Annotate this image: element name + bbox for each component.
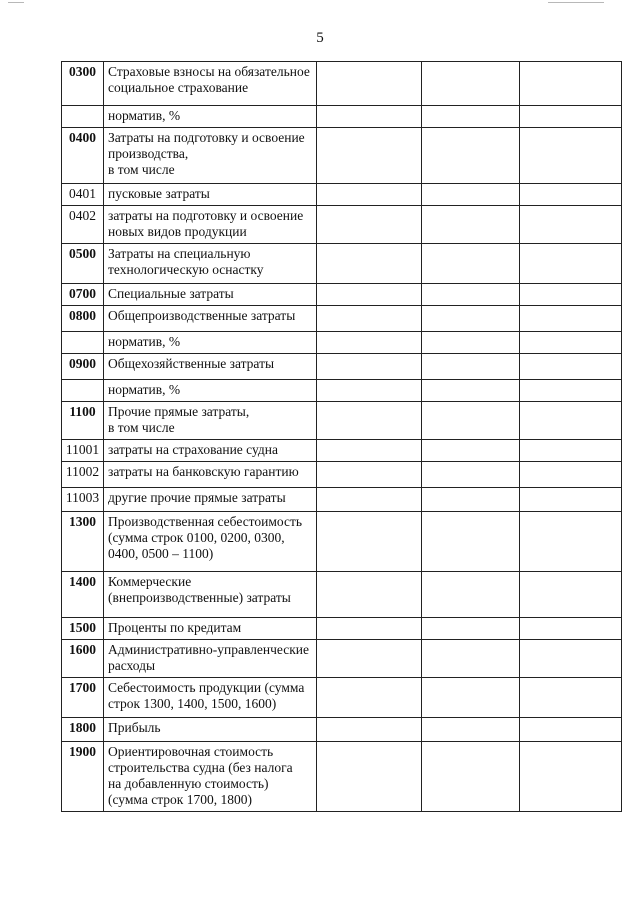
value-cell-3 — [520, 62, 622, 106]
row-code: 11003 — [62, 488, 104, 512]
cost-table-body — [62, 62, 622, 812]
row-code: 0402 — [62, 206, 104, 244]
row-name: Общепроизводственные затраты — [104, 306, 317, 332]
value-cell-2 — [422, 718, 520, 742]
value-cell-2 — [422, 440, 520, 462]
value-cell-1 — [317, 488, 422, 512]
value-cell-3 — [520, 106, 622, 128]
value-cell-1 — [317, 640, 422, 678]
value-cell-2 — [422, 380, 520, 402]
row-code: 1600 — [62, 640, 104, 678]
row-code: 1900 — [62, 742, 104, 812]
value-cell-2 — [422, 618, 520, 640]
row-code: 0500 — [62, 244, 104, 284]
row-code: 0900 — [62, 354, 104, 380]
row-code: 1100 — [62, 402, 104, 440]
value-cell-1 — [317, 718, 422, 742]
row-code: 1400 — [62, 572, 104, 618]
scan-artifact-right — [548, 2, 604, 3]
row-code: 11002 — [62, 462, 104, 488]
value-cell-1 — [317, 284, 422, 306]
row-name: другие прочие прямые затраты — [104, 488, 317, 512]
value-cell-1 — [317, 184, 422, 206]
value-cell-2 — [422, 184, 520, 206]
value-cell-3 — [520, 640, 622, 678]
value-cell-3 — [520, 742, 622, 812]
row-name: Страховые взносы на обязательное социальное страхование — [104, 62, 317, 106]
row-name: Административно-управленческие расходы — [104, 640, 317, 678]
row-code: 1800 — [62, 718, 104, 742]
row-code: 1700 — [62, 678, 104, 718]
value-cell-2 — [422, 106, 520, 128]
value-cell-1 — [317, 306, 422, 332]
row-code: 0401 — [62, 184, 104, 206]
value-cell-1 — [317, 462, 422, 488]
row-name: пусковые затраты — [104, 184, 317, 206]
value-cell-2 — [422, 128, 520, 184]
value-cell-2 — [422, 62, 520, 106]
value-cell-1 — [317, 62, 422, 106]
value-cell-1 — [317, 380, 422, 402]
value-cell-1 — [317, 332, 422, 354]
table-row — [62, 618, 622, 640]
row-code: 0300 — [62, 62, 104, 106]
row-code: 1500 — [62, 618, 104, 640]
row-code — [62, 106, 104, 128]
value-cell-3 — [520, 512, 622, 572]
table-row — [62, 62, 622, 106]
value-cell-3 — [520, 380, 622, 402]
value-cell-2 — [422, 678, 520, 718]
row-code: 1300 — [62, 512, 104, 572]
value-cell-3 — [520, 332, 622, 354]
value-cell-3 — [520, 488, 622, 512]
table-row — [62, 354, 622, 380]
row-name: затраты на банковскую гарантию — [104, 462, 317, 488]
row-name: Прочие прямые затраты, в том числе — [104, 402, 317, 440]
table-row — [62, 380, 622, 402]
value-cell-1 — [317, 742, 422, 812]
value-cell-3 — [520, 206, 622, 244]
row-name: Ориентировочная стоимость строительства судна (без налога на добавленную стоимость) (сумма строк 1700, 1800) — [104, 742, 317, 812]
value-cell-3 — [520, 244, 622, 284]
value-cell-2 — [422, 512, 520, 572]
scan-artifact-left — [8, 2, 24, 3]
row-name: норматив, % — [104, 332, 317, 354]
value-cell-2 — [422, 332, 520, 354]
row-name: Проценты по кредитам — [104, 618, 317, 640]
table-row — [62, 462, 622, 488]
row-name: затраты на подготовку и освоение новых видов продукции — [104, 206, 317, 244]
value-cell-3 — [520, 354, 622, 380]
value-cell-1 — [317, 678, 422, 718]
row-code: 0400 — [62, 128, 104, 184]
table-row — [62, 488, 622, 512]
value-cell-3 — [520, 402, 622, 440]
page-number: 5 — [316, 30, 324, 46]
cost-table — [61, 61, 622, 812]
table-row — [62, 512, 622, 572]
value-cell-1 — [317, 354, 422, 380]
value-cell-2 — [422, 284, 520, 306]
value-cell-2 — [422, 402, 520, 440]
row-name: Себестоимость продукции (сумма строк 1300, 1400, 1500, 1600) — [104, 678, 317, 718]
row-name: Прибыль — [104, 718, 317, 742]
value-cell-1 — [317, 206, 422, 244]
row-name: Затраты на специальную технологическую оснастку — [104, 244, 317, 284]
table-row — [62, 306, 622, 332]
table-row — [62, 640, 622, 678]
table-row — [62, 184, 622, 206]
row-name: Коммерческие (внепроизводственные) затраты — [104, 572, 317, 618]
row-name: Затраты на подготовку и освоение производства, в том числе — [104, 128, 317, 184]
row-code — [62, 332, 104, 354]
value-cell-3 — [520, 306, 622, 332]
value-cell-3 — [520, 284, 622, 306]
value-cell-1 — [317, 572, 422, 618]
table-row — [62, 572, 622, 618]
value-cell-3 — [520, 618, 622, 640]
table-row — [62, 244, 622, 284]
value-cell-3 — [520, 718, 622, 742]
row-name: Производственная себестоимость (сумма строк 0100, 0200, 0300, 0400, 0500 – 1100) — [104, 512, 317, 572]
value-cell-2 — [422, 462, 520, 488]
value-cell-2 — [422, 742, 520, 812]
value-cell-2 — [422, 244, 520, 284]
value-cell-2 — [422, 640, 520, 678]
table-row — [62, 284, 622, 306]
value-cell-1 — [317, 106, 422, 128]
value-cell-1 — [317, 440, 422, 462]
value-cell-2 — [422, 488, 520, 512]
value-cell-3 — [520, 678, 622, 718]
value-cell-2 — [422, 354, 520, 380]
row-name: Специальные затраты — [104, 284, 317, 306]
value-cell-3 — [520, 184, 622, 206]
table-row — [62, 678, 622, 718]
value-cell-3 — [520, 440, 622, 462]
row-code: 0800 — [62, 306, 104, 332]
row-code: 11001 — [62, 440, 104, 462]
value-cell-3 — [520, 128, 622, 184]
value-cell-2 — [422, 206, 520, 244]
row-name: Общехозяйственные затраты — [104, 354, 317, 380]
value-cell-3 — [520, 572, 622, 618]
value-cell-2 — [422, 306, 520, 332]
table-row — [62, 440, 622, 462]
value-cell-1 — [317, 128, 422, 184]
value-cell-1 — [317, 244, 422, 284]
row-name: норматив, % — [104, 380, 317, 402]
row-name: затраты на страхование судна — [104, 440, 317, 462]
value-cell-3 — [520, 462, 622, 488]
row-code — [62, 380, 104, 402]
row-name: норматив, % — [104, 106, 317, 128]
table-row — [62, 742, 622, 812]
table-row — [62, 718, 622, 742]
table-row — [62, 206, 622, 244]
table-row — [62, 128, 622, 184]
table-row — [62, 332, 622, 354]
value-cell-1 — [317, 402, 422, 440]
value-cell-1 — [317, 618, 422, 640]
value-cell-1 — [317, 512, 422, 572]
table-row — [62, 106, 622, 128]
value-cell-2 — [422, 572, 520, 618]
row-code: 0700 — [62, 284, 104, 306]
table-row — [62, 402, 622, 440]
